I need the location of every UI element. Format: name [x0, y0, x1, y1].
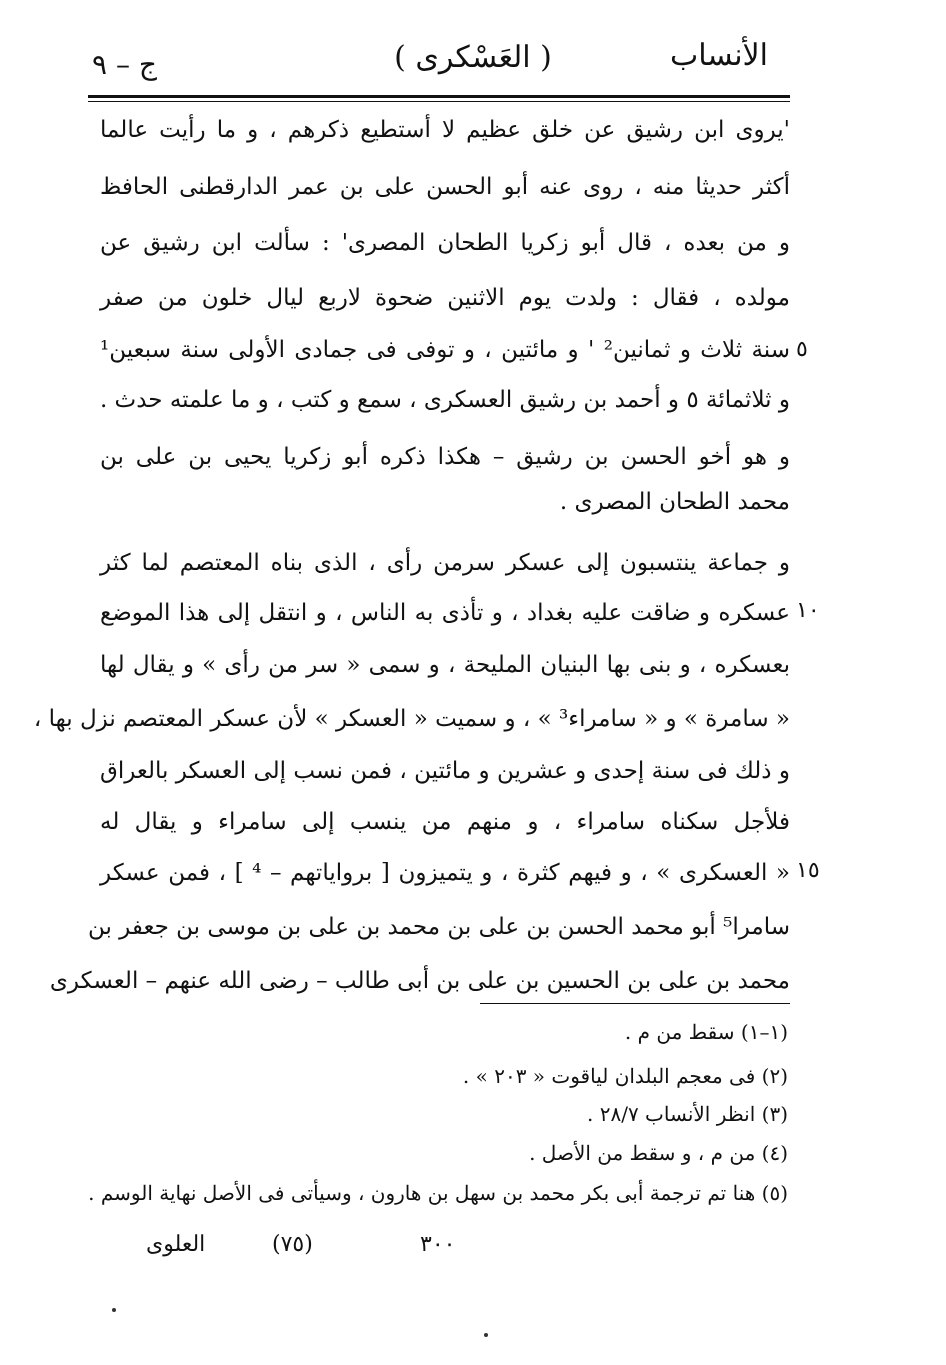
entry-title: ( العَسْكرى ) [394, 40, 552, 75]
body-line: محمد الطحان المصرى . [559, 489, 790, 515]
body-line: « العسكرى » ، و فيهم كثرة ، و يتميزون [ برواياتهم – ⁴ ] ، فمن عسكر [100, 860, 790, 886]
footnote: (٤) من م ، و سقط من الأصل . [529, 1141, 788, 1165]
footnote: (١–١) سقط من م . [624, 1020, 788, 1044]
page-number: ٣٠٠ [420, 1232, 456, 1257]
footnote: (٥) هنا تم ترجمة أبى بكر محمد بن سهل بن هارون ، وسيأتى فى الأصل نهاية الوسم . [88, 1181, 788, 1205]
body-line: و جماعة ينتسبون إلى عسكر سرمن رأى ، الذى بناه المعتصم لما كثر [100, 550, 790, 576]
body-line: فلأجل سكناه سامراء ، و منهم من ينسب إلى سامراء و يقال له [100, 809, 790, 835]
body-line: عسكره و ضاقت عليه بغداد ، و تأذى به الناس ، و انتقل إلى هذا الموضع [100, 600, 791, 626]
line-number: ٥ [796, 337, 808, 362]
print-speck [484, 1333, 488, 1337]
body-line: و ذلك فى سنة إحدى و عشرين و مائتين ، فمن نسب إلى العسكر بالعراق [100, 758, 790, 784]
body-line: و هو أخو الحسن بن رشيق – هكذا ذكره أبو زكريا يحيى بن على بن [100, 444, 790, 470]
signature-mark: (٧٥) [272, 1232, 313, 1257]
footnote-rule [480, 1003, 790, 1004]
print-speck [112, 1308, 116, 1312]
header-rule-thick [88, 95, 790, 98]
body-line: « سامرة » و « سامراء³ » ، و سميت « العسكر » لأن عسكر المعتصم نزل بها ، [33, 706, 790, 732]
body-line: بعسكره ، و بنى بها البنيان المليحة ، و سمى « سر من رأى » و يقال لها [100, 652, 790, 678]
footnote: (٢) فى معجم البلدان لياقوت « ٢٠٣ » . [462, 1064, 788, 1088]
body-line: و من بعده ، قال أبو زكريا الطحان المصرى' : سألت ابن رشيق عن [100, 230, 790, 256]
line-number: ١٥ [796, 858, 820, 883]
body-line: و ثلاثمائة ٥ و أحمد بن رشيق العسكرى ، سمع و كتب ، و ما علمته حدث . [99, 387, 790, 413]
running-title: الأنساب [670, 38, 768, 73]
body-line: مولده ، فقال : ولدت يوم الاثنين ضحوة لاربع ليال خلون من صفر [100, 285, 790, 311]
body-line: محمد بن على بن الحسين بن على بن أبى طالب – رضى الله عنهم – العسكرى [49, 968, 790, 994]
line-number: ١٠ [796, 598, 820, 623]
body-line: سنة ثلاث و ثمانين² ' و مائتين ، و توفى فى جمادى الأولى سنة سبعين¹ [100, 337, 790, 363]
body-line: 'يروى ابن رشيق عن خلق عظيم لا أستطيع ذكرهم ، و ما رأيت عالما [100, 117, 790, 143]
footnote: (٣) انظر الأنساب ٢٨/٧ . [587, 1102, 788, 1126]
series-name: العلوى [146, 1232, 206, 1257]
volume-label: ج – ٩ [92, 48, 157, 81]
body-line: أكثر حديثا منه ، روى عنه أبو الحسن على بن عمر الدارقطنى الحافظ [100, 174, 790, 200]
body-line: سامرا⁵ أبو محمد الحسن بن على بن محمد بن على بن موسى بن جعفر بن [87, 914, 790, 940]
header-rule-thin [88, 101, 790, 102]
